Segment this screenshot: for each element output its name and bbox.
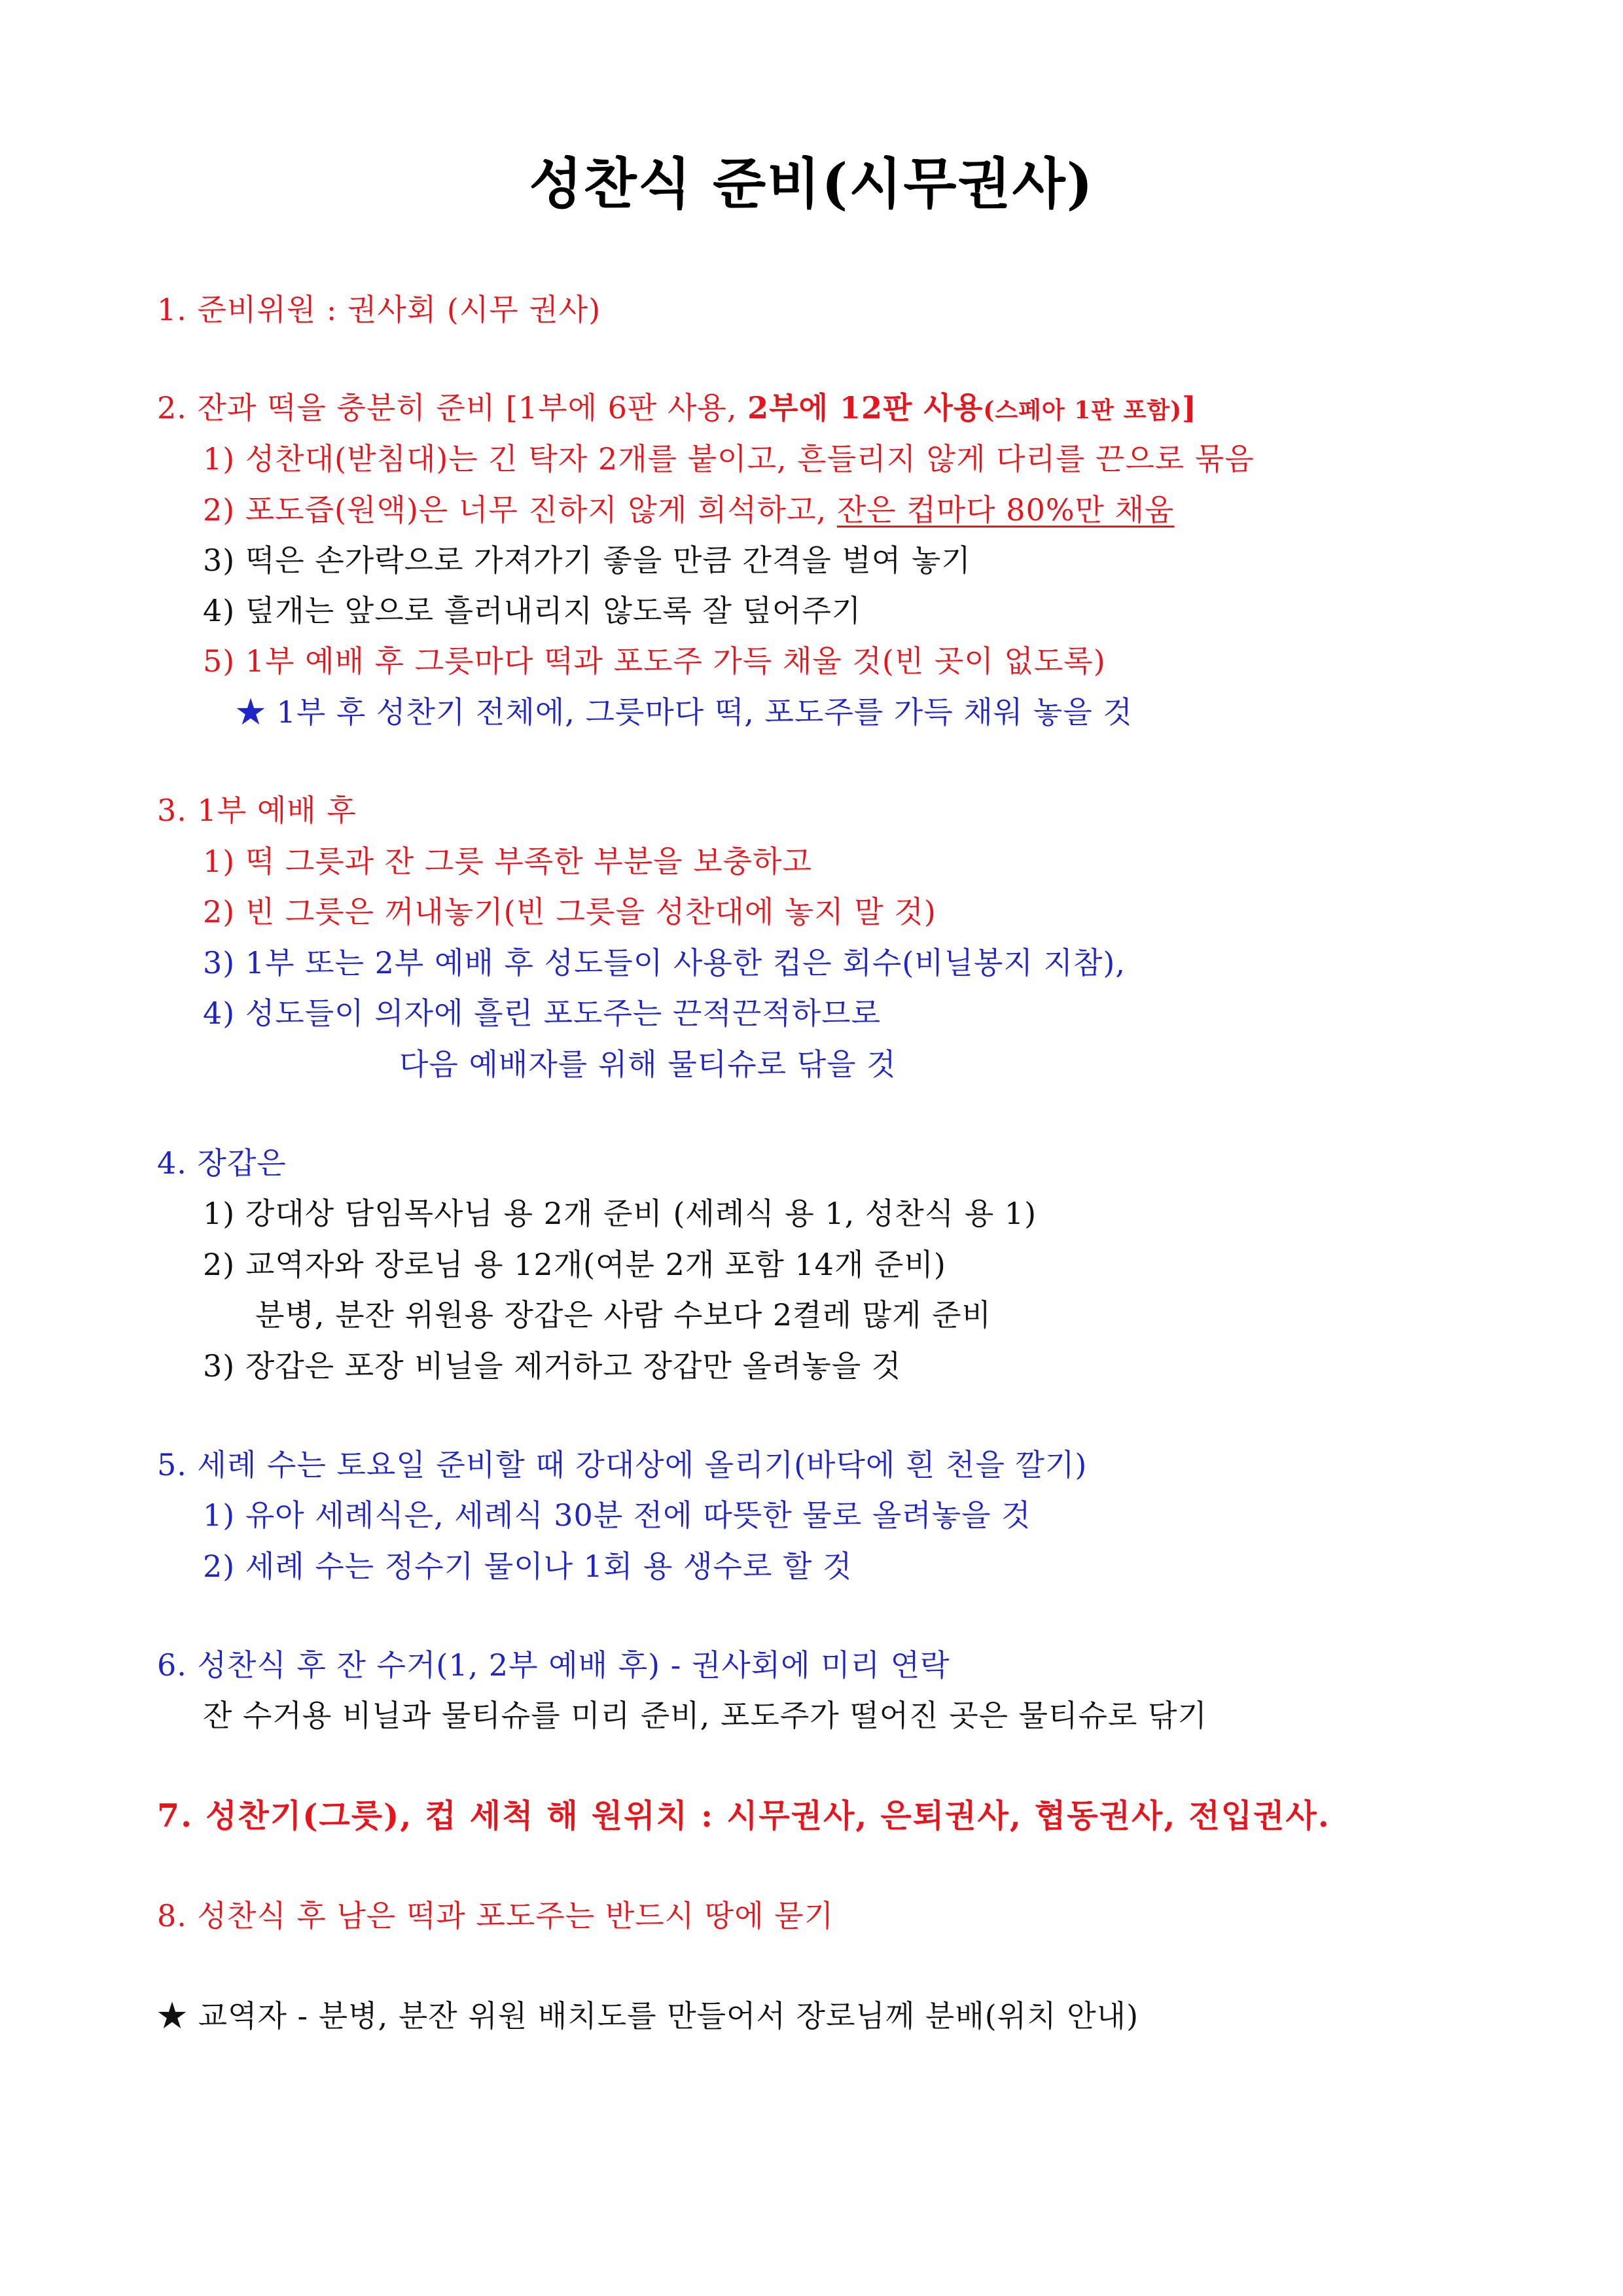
section-3-heading: 3. 1부 예배 후	[157, 793, 357, 828]
section-4-item-1: 1) 강대상 담임목사님 용 2개 준비 (세례식 용 1, 성찬식 용 1)	[203, 1196, 1037, 1231]
section-2-item-3: 3) 떡은 손가락으로 가져가기 좋을 만큼 간격을 벌여 놓기	[203, 543, 971, 578]
section-2-small: (스페아 1판 포함)	[983, 397, 1183, 424]
section-5-heading: 5. 세례 수는 토요일 준비할 때 강대상에 올리기(바닥에 흰 천을 깔기)	[157, 1447, 1088, 1482]
section-5-item-2: 2) 세례 수는 정수기 물이나 1회 용 생수로 할 것	[203, 1549, 853, 1584]
section-3-item-4-cont: 다음 예배자를 위해 물티슈로 닦을 것	[399, 1047, 897, 1082]
section-6-item-1: 잔 수거용 비닐과 물티슈를 미리 준비, 포도주가 떨어진 곳은 물티슈로 닦기	[203, 1698, 1207, 1733]
section-3-item-1: 1) 떡 그릇과 잔 그릇 부족한 부분을 보충하고	[203, 844, 812, 879]
closing-star-note: ★ 교역자 - 분병, 분잔 위원 배치도를 만들어서 장로님께 분배(위치 안내)	[157, 1998, 1139, 2034]
section-2-item-2-underlined: 잔은 컵마다 80%만 채움	[836, 492, 1175, 528]
section-5-item-1: 1) 유아 세례식은, 세례식 30분 전에 따뜻한 물로 올려놓을 것	[203, 1498, 1031, 1533]
section-2-item-5: 5) 1부 예배 후 그릇마다 떡과 포도주 가득 채울 것(빈 곳이 없도록)	[203, 643, 1106, 679]
section-3-item-3: 3) 1부 또는 2부 예배 후 성도들이 사용한 컵은 회수(비닐봉지 지참),	[203, 945, 1126, 980]
page-title: 성찬식 준비(시무권사)	[529, 151, 1094, 216]
section-8: 8. 성찬식 후 남은 떡과 포도주는 반드시 땅에 묻기	[157, 1898, 834, 1933]
section-3-item-4: 4) 성도들이 의자에 흘린 포도주는 끈적끈적하므로	[203, 996, 882, 1031]
section-2-text: 2. 잔과 떡을 충분히 준비 [1부에 6판 사용,	[157, 390, 748, 425]
section-2-star-note: ★ 1부 후 성찬기 전체에, 그릇마다 떡, 포도주를 가득 채워 놓을 것	[236, 694, 1133, 730]
section-2-bracket: ]	[1182, 390, 1197, 425]
section-2-item-4: 4) 덮개는 앞으로 흘러내리지 않도록 잘 덮어주기	[203, 593, 862, 628]
section-2-bold: 2부에 12판 사용	[747, 390, 984, 425]
section-2-item-2-text: 2) 포도즙(원액)은 너무 진하지 않게 희석하고,	[203, 492, 837, 528]
section-3-item-2: 2) 빈 그릇은 꺼내놓기(빈 그릇을 성찬대에 놓지 말 것)	[203, 894, 936, 929]
section-2-heading	[157, 388, 1197, 430]
section-4-item-2: 2) 교역자와 장로님 용 12개(여분 2개 포함 14개 준비)	[203, 1247, 946, 1282]
section-4-item-2-cont: 분병, 분잔 위원용 장갑은 사람 수보다 2켤레 많게 준비	[255, 1297, 992, 1333]
section-4-heading: 4. 장갑은	[157, 1145, 287, 1181]
section-6-heading: 6. 성찬식 후 잔 수거(1, 2부 예배 후) - 권사회에 미리 연락	[157, 1647, 950, 1683]
section-7: 7. 성찬기(그릇), 컵 세척 해 원위치 : 시무권사, 은퇴권사, 협동권사, 전입권사.	[157, 1797, 1330, 1835]
section-2-item-2	[203, 490, 1174, 529]
section-1: 1. 준비위원 : 권사회 (시무 권사)	[157, 292, 601, 327]
section-2-item-1: 1) 성찬대(받침대)는 긴 탁자 2개를 붙이고, 흔들리지 않게 다리를 끈으로 묶음	[203, 441, 1255, 476]
section-4-item-3: 3) 장갑은 포장 비닐을 제거하고 장갑만 올려놓을 것	[203, 1348, 902, 1384]
